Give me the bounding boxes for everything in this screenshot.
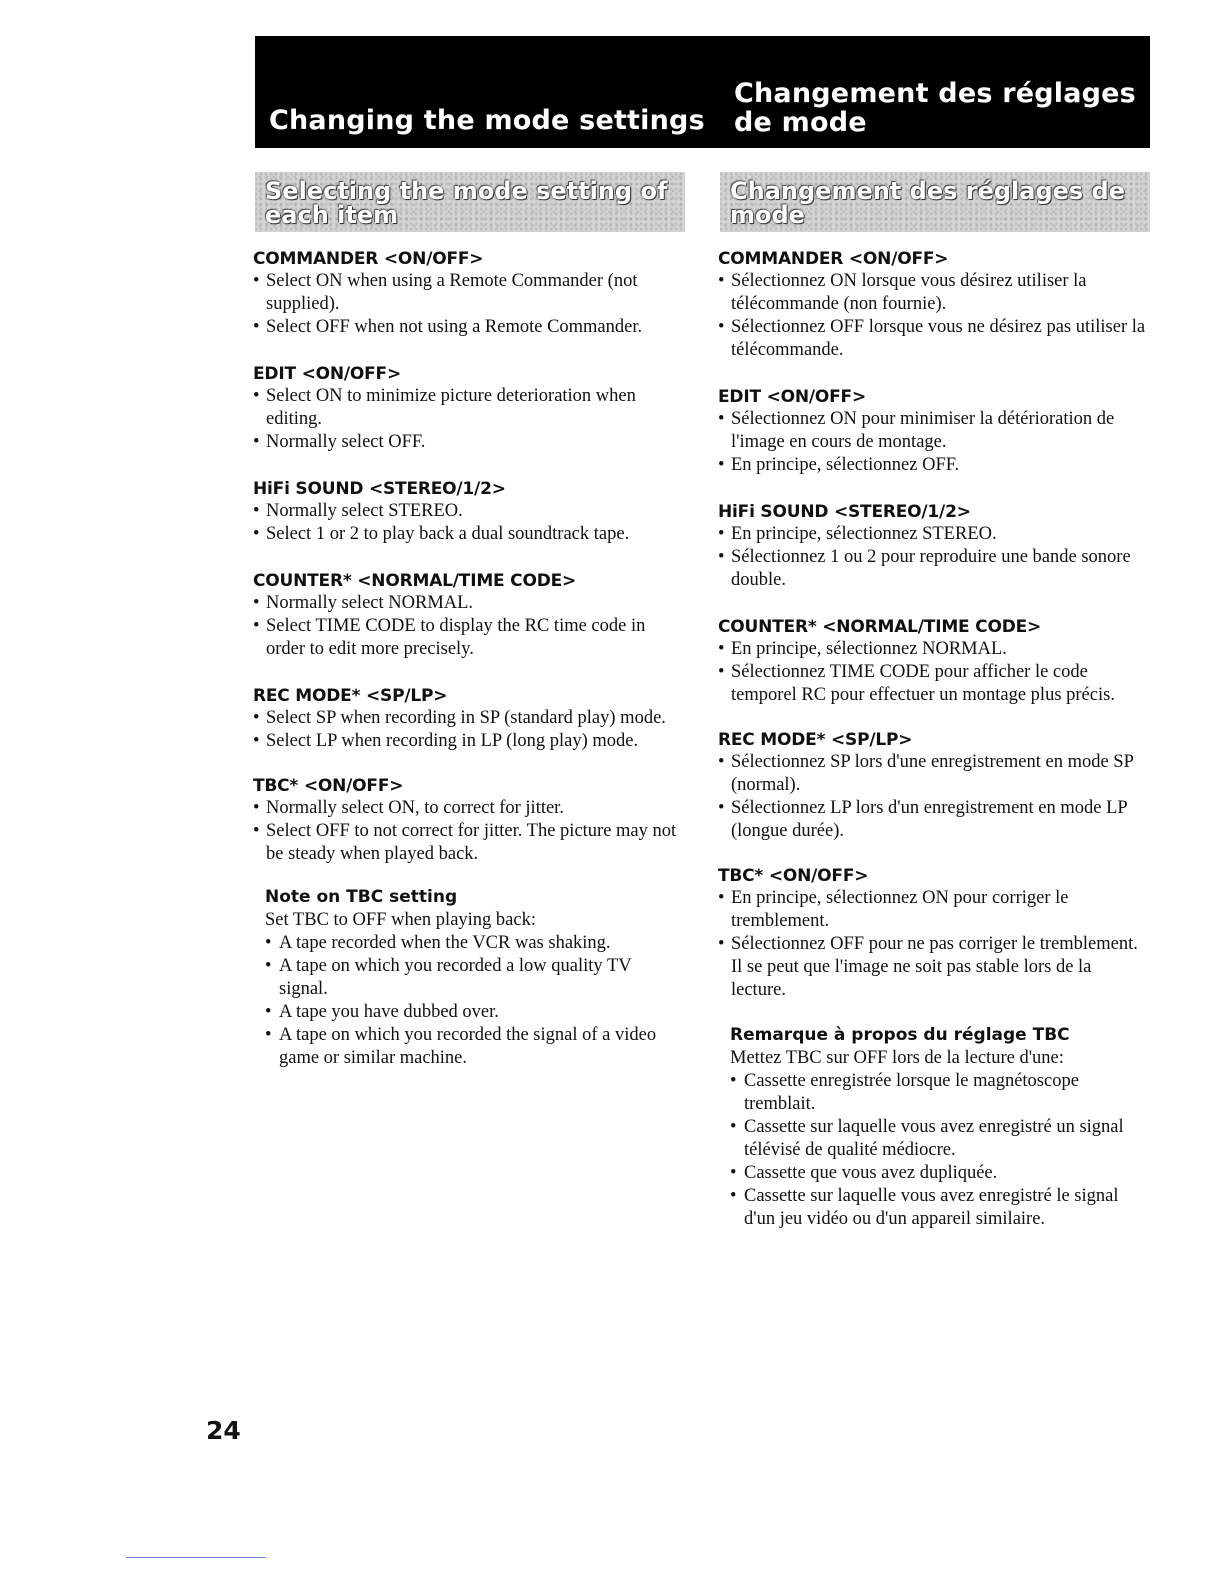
section-heading-en-line1: Selecting the mode setting of: [265, 177, 668, 205]
footer-rule: [126, 1557, 266, 1558]
hifi-list-en: [253, 500, 683, 546]
list-item: • Select OFF when not using a Remote Commander.: [253, 316, 683, 339]
list-item: • Select 1 or 2 to play back a dual soundtrack tape.: [253, 523, 683, 546]
counter-heading-fr: COUNTER* <NORMAL/TIME CODE>: [718, 617, 1042, 637]
counter-list-en: [253, 592, 683, 661]
list-item: • Cassette que vous avez dupliquée.: [730, 1162, 1148, 1185]
list-item: • Select TIME CODE to display the RC time code in order to edit more precisely.: [253, 615, 683, 661]
english-column: [253, 248, 683, 1070]
list-item: • Sélectionnez ON lorsque vous désirez utiliser la télécommande (non fournie).: [718, 270, 1148, 316]
recmode-section-en: [253, 685, 683, 753]
hifi-list-fr: [718, 523, 1148, 592]
french-column: [718, 248, 1148, 1231]
list-item: • A tape on which you recorded the signal of a video game or similar machine.: [265, 1024, 683, 1070]
recmode-list-fr: [718, 751, 1148, 843]
page-title-fr-line2: de mode: [734, 107, 867, 138]
edit-heading-en: EDIT <ON/OFF>: [253, 364, 402, 384]
tbc-section-fr: [718, 865, 1148, 1002]
hifi-section-fr: [718, 501, 1148, 592]
page-title-en: Changing the mode settings: [269, 105, 705, 136]
list-item: • Sélectionnez LP lors d'un enregistrement en mode LP (longue durée).: [718, 797, 1148, 843]
recmode-section-fr: [718, 729, 1148, 843]
list-item: • Select ON to minimize picture deterioration when editing.: [253, 385, 683, 431]
counter-section-fr: [718, 616, 1148, 707]
list-item: • Cassette sur laquelle vous avez enregistré le signal d'un jeu vidéo ou d'un appareil similaire.: [730, 1185, 1148, 1231]
section-heading-fr: [720, 172, 1150, 232]
list-item: • Sélectionnez 1 ou 2 pour reproduire une bande sonore double.: [718, 546, 1148, 592]
page-header-bar: [255, 36, 1150, 148]
recmode-heading-fr: REC MODE* <SP/LP>: [718, 730, 913, 750]
list-item: • En principe, sélectionnez ON pour corriger le tremblement.: [718, 887, 1148, 933]
counter-section-en: [253, 570, 683, 661]
list-item: • Sélectionnez OFF pour ne pas corriger le tremblement. Il se peut que l'image ne soit pas stable lors de la lecture.: [718, 933, 1148, 1002]
section-heading-fr-line1: Changement des réglages de: [730, 177, 1126, 205]
list-item: • Sélectionnez SP lors d'une enregistrement en mode SP (normal).: [718, 751, 1148, 797]
commander-heading-fr: COMMANDER <ON/OFF>: [718, 249, 949, 269]
tbc-heading-fr: TBC* <ON/OFF>: [718, 866, 869, 886]
list-item: • Sélectionnez TIME CODE pour afficher le code temporel RC pour effectuer un montage plus précis.: [718, 661, 1148, 707]
list-item: • Select OFF to not correct for jitter. The picture may not be steady when played back.: [253, 820, 683, 866]
tbc-note-fr: [730, 1024, 1148, 1231]
commander-list-fr: [718, 270, 1148, 362]
list-item: • Normally select ON, to correct for jitter.: [253, 797, 683, 820]
edit-list-en: [253, 385, 683, 454]
commander-list-en: [253, 270, 683, 339]
tbc-note-list-fr: [730, 1070, 1148, 1231]
tbc-note-en: [265, 886, 683, 1070]
counter-list-fr: [718, 638, 1148, 707]
list-item: • Cassette sur laquelle vous avez enregistré un signal télévisé de qualité médiocre.: [730, 1116, 1148, 1162]
list-item: • A tape you have dubbed over.: [265, 1001, 683, 1024]
list-item: • A tape on which you recorded a low quality TV signal.: [265, 955, 683, 1001]
tbc-note-list-en: [265, 932, 683, 1070]
tbc-section-en: [253, 775, 683, 866]
list-item: • Select LP when recording in LP (long play) mode.: [253, 730, 683, 753]
list-item: • En principe, sélectionnez STEREO.: [718, 523, 1148, 546]
page-title-fr-line1: Changement des réglages: [734, 78, 1136, 109]
commander-section-en: [253, 248, 683, 339]
list-item: • Normally select OFF.: [253, 431, 683, 454]
hifi-section-en: [253, 478, 683, 546]
edit-section-fr: [718, 386, 1148, 477]
list-item: • En principe, sélectionnez NORMAL.: [718, 638, 1148, 661]
recmode-list-en: [253, 707, 683, 753]
list-item: • Normally select STEREO.: [253, 500, 683, 523]
tbc-note-heading-en: Note on TBC setting: [265, 887, 458, 907]
counter-heading-en: COUNTER* <NORMAL/TIME CODE>: [253, 571, 577, 591]
commander-heading-en: COMMANDER <ON/OFF>: [253, 249, 484, 269]
list-item: • En principe, sélectionnez OFF.: [718, 454, 1148, 477]
tbc-heading-en: TBC* <ON/OFF>: [253, 776, 404, 796]
recmode-heading-en: REC MODE* <SP/LP>: [253, 686, 448, 706]
section-heading-en: [255, 172, 685, 232]
hifi-heading-fr: HiFi SOUND <STEREO/1/2>: [718, 502, 971, 522]
section-heading-fr-line2: mode: [730, 201, 805, 229]
tbc-note-intro-en: Set TBC to OFF when playing back:: [265, 910, 536, 930]
section-heading-en-line2: each item: [265, 201, 399, 229]
page-title-fr: [734, 79, 1136, 137]
tbc-note-heading-fr: Remarque à propos du réglage TBC: [730, 1025, 1070, 1045]
list-item: • Cassette enregistrée lorsque le magnétoscope tremblait.: [730, 1070, 1148, 1116]
edit-list-fr: [718, 408, 1148, 477]
section-heading-en-text: [265, 179, 667, 227]
commander-section-fr: [718, 248, 1148, 362]
tbc-list-en: [253, 797, 683, 866]
page-number: 24: [206, 1416, 241, 1445]
list-item: • Sélectionnez OFF lorsque vous ne désirez pas utiliser la télécommande.: [718, 316, 1148, 362]
tbc-note-intro-fr: Mettez TBC sur OFF lors de la lecture d'une:: [730, 1048, 1064, 1068]
edit-heading-fr: EDIT <ON/OFF>: [718, 387, 867, 407]
list-item: • A tape recorded when the VCR was shaking.: [265, 932, 683, 955]
list-item: • Select ON when using a Remote Commander (not supplied).: [253, 270, 683, 316]
list-item: • Select SP when recording in SP (standard play) mode.: [253, 707, 683, 730]
hifi-heading-en: HiFi SOUND <STEREO/1/2>: [253, 479, 506, 499]
list-item: • Sélectionnez ON pour minimiser la détérioration de l'image en cours de montage.: [718, 408, 1148, 454]
tbc-list-fr: [718, 887, 1148, 1002]
list-item: • Normally select NORMAL.: [253, 592, 683, 615]
edit-section-en: [253, 363, 683, 454]
section-heading-fr-text: [730, 179, 1125, 227]
